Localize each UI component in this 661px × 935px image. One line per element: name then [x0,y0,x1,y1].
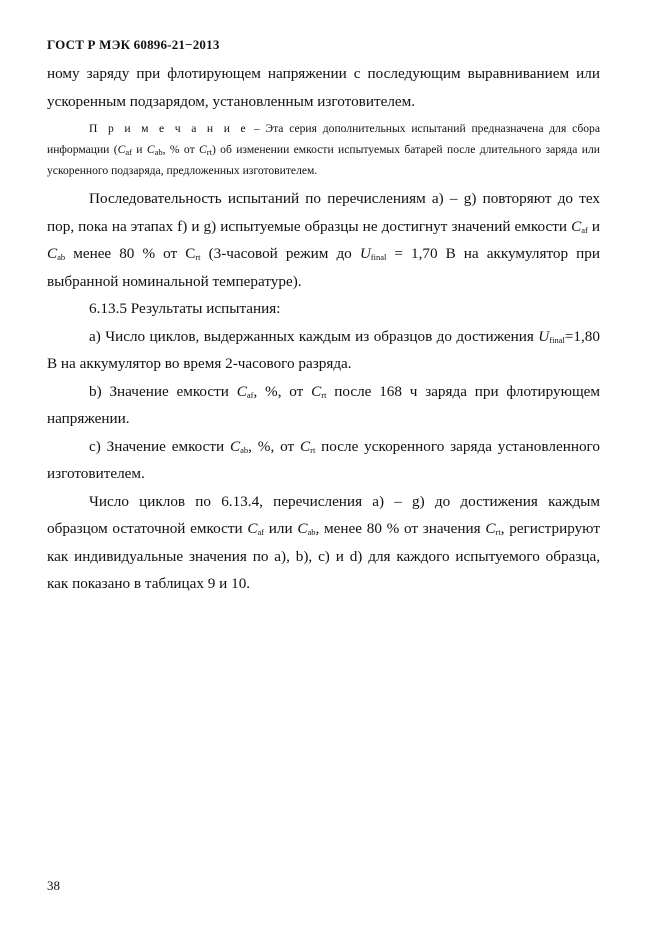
paragraph-continuation: ному заряду при флотирующем напряжении с последующим выравниванием или ускоренным подзарядом, установленным изготовителем. [47,65,600,110]
section-heading-6-13-5: 6.13.5 Результаты испытания: [89,300,281,317]
symbol-u: U [359,245,371,262]
subscript-af: af [246,389,254,400]
text-run: , %, от [253,382,312,400]
subscript-ab: ab [307,527,316,537]
text-run: а) Число циклов, выдержанных каждым из образцов до достижения [89,327,539,345]
document-header: ГОСТ Р МЭК 60896-21−2013 [47,37,220,52]
subscript-rt: rt [310,444,316,455]
note-paragraph [47,118,600,181]
symbol-c: C [297,520,308,537]
note-text: , % от [162,143,199,156]
note-label: П р и м е ч а н и е [89,122,249,135]
paragraph-sequence [47,185,600,295]
text-run: c) Значение емкости [89,437,230,455]
text-run: после ускоренного заряда установленного изготовителем. [47,437,600,482]
document-body [47,60,600,598]
symbol-c: C [199,143,207,156]
text-run: , менее 80 % от значения [315,520,486,537]
paragraph-item-b [47,378,600,433]
symbol-c: C [247,520,258,537]
text-run: = 1,70 В на аккумулятор при выбранной номинальной температуре). [47,245,600,290]
symbol-c: C [299,437,311,455]
text-run: , %, от [248,437,300,455]
symbol-c: C [236,382,247,400]
symbol-c: C [230,437,241,455]
subscript-rt: rt [206,147,212,157]
subscript-ab: ab [240,444,249,455]
text-run: после 168 ч заряда при флотирующем напряжении. [47,382,600,427]
subscript-af: af [257,527,265,537]
subscript-rt: rt [321,389,327,400]
text-run: Число циклов по 6.13.4, перечисления а) – g) до достижения каждым образцом остаточной емкости [47,492,600,537]
subscript-final: final [549,334,565,345]
page-number: 38 [47,878,60,893]
subscript-final: final [370,252,387,262]
symbol-c: C [146,143,155,156]
subscript-ab: ab [57,252,66,262]
text-run: и [587,217,601,235]
note-text: ) об изменении емкости испытуемых батарей после длительного заряда или ускоренного подзаряда, предложенных изготовителем. [47,143,600,177]
symbol-c: C [47,245,58,262]
symbol-u: U [538,327,550,345]
paragraph-item-a [47,323,600,378]
text-run: b) Значение емкости [89,382,237,400]
symbol-c: C [485,520,496,537]
text-run: , регистрируют как индивидуальные значения по а), b), c) и d) для каждого испытуемого образца, как показано в таблицах 9 и 10. [47,520,600,592]
subscript-ab: ab [154,147,163,157]
subscript-rt: rt [195,252,201,262]
paragraph-item-c [47,433,600,488]
subscript-rt: rt [495,527,501,537]
subscript-af: af [581,224,588,235]
text-run: Последовательность испытаний по перечислениям а) – g) повторяют до тех пор, пока на этапах f) и g) испытуемые образцы не достигнут значений емкости [47,190,600,235]
text-run: менее 80 % от C [65,245,196,262]
note-text: – Эта серия дополнительных испытаний предназначена для сбора информации ( [47,122,600,156]
text-run: или [264,520,298,537]
symbol-c: C [311,382,322,400]
note-text: и [131,143,147,156]
symbol-c: C [117,143,126,156]
text-run: (3-часовой режим до [200,245,360,262]
text-run: =1,80 В на аккумулятор во время 2-часового разряда. [47,327,600,372]
subscript-af: af [125,147,132,157]
paragraph-cycles [47,488,600,598]
symbol-c: C [571,217,582,235]
